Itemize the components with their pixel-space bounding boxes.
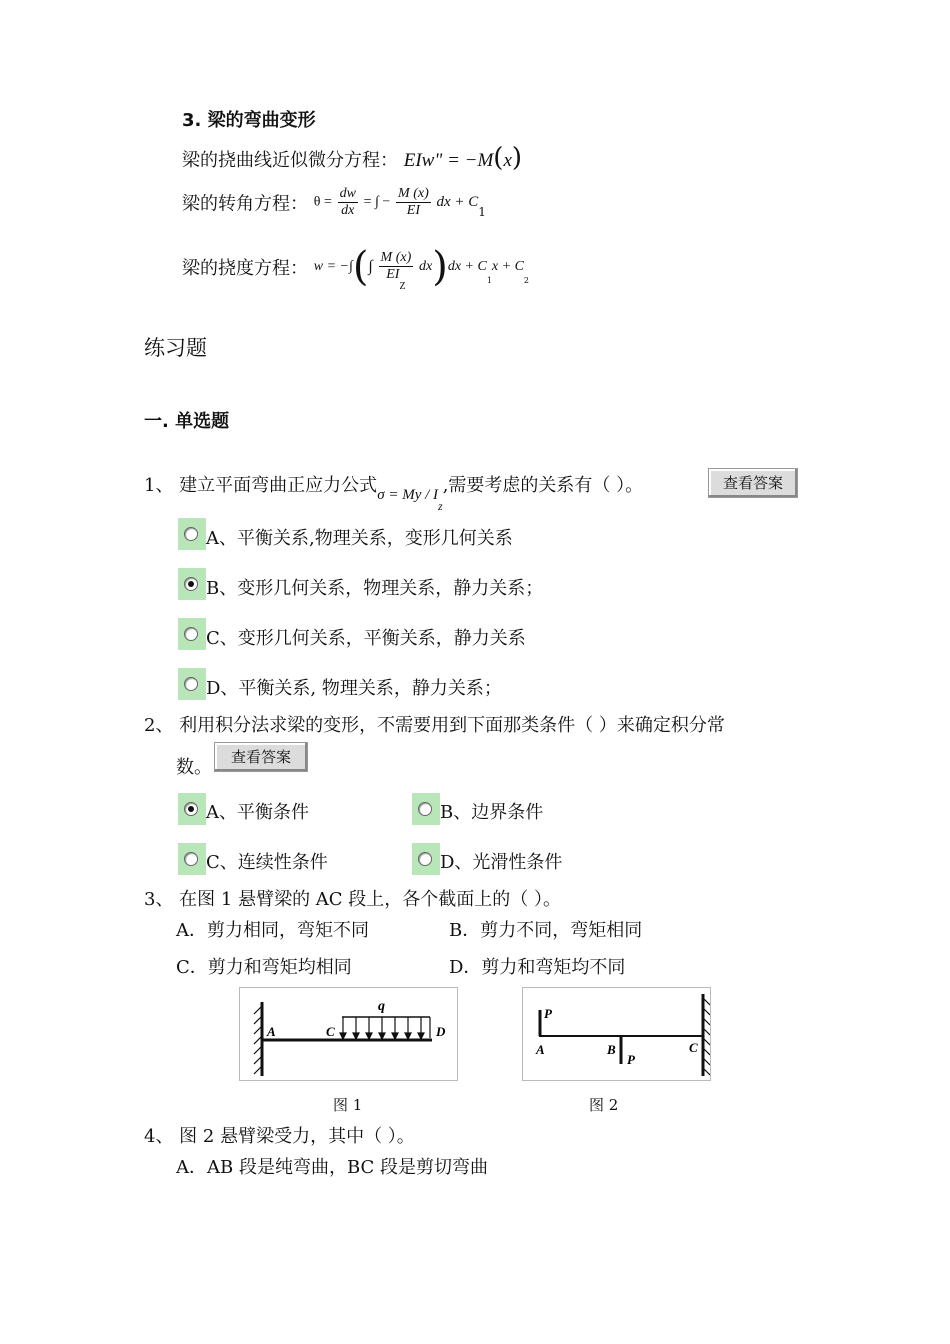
- c2-subscript: 2: [523, 275, 529, 285]
- q1-option-c-label: C、变形几何关系，平衡关系，静力关系: [206, 628, 526, 649]
- q3-option-c: C．剪力和弯矩均相同: [176, 957, 352, 978]
- fraction-numerator: M (x): [398, 186, 429, 201]
- figure-1-cantilever-diagram: [240, 988, 457, 1080]
- q1-option-b-label: B、变形几何关系，物理关系，静力关系；: [206, 578, 544, 599]
- fraction-numerator: M (x): [380, 249, 412, 265]
- figure-2-cantilever-diagram: [523, 988, 710, 1080]
- m-over-ei-fraction: [396, 186, 431, 219]
- question-2-stem: 2、 利用积分法求梁的变形，不需要用到下面那类条件（ ）来确定积分常: [144, 715, 725, 736]
- ei-subscript: Z: [399, 281, 406, 293]
- figure-1-caption: 图 1: [333, 1096, 363, 1114]
- exercises-title: 练习题: [144, 336, 207, 360]
- q2-option-c-label: C、连续性条件: [206, 852, 328, 873]
- question-1-prefix: 1、 建立平面弯曲正应力公式: [144, 475, 378, 496]
- theta-symbol: θ =: [313, 194, 332, 210]
- q2-option-b-radio[interactable]: [412, 793, 440, 825]
- q1-option-b-radio[interactable]: [178, 568, 206, 600]
- fraction-denominator: EI: [386, 266, 400, 282]
- q2-option-d-radio[interactable]: [412, 843, 440, 875]
- q2-option-a-label: A、平衡条件: [206, 802, 309, 823]
- q2-option-a-radio[interactable]: [178, 793, 206, 825]
- inner-dx: dx: [418, 259, 433, 274]
- q2-option-d-label: D、光滑性条件: [440, 852, 563, 873]
- question-1-stem: [144, 471, 644, 513]
- single-choice-title: 一. 单选题: [144, 411, 230, 432]
- fraction-numerator: dw: [339, 186, 356, 201]
- integral-sign: ∫: [368, 258, 373, 275]
- fig2-label-b: B: [607, 1042, 616, 1057]
- rotation-eq-tail: dx + C: [436, 194, 479, 210]
- fig2-label-p-top: P: [544, 1006, 552, 1021]
- q2-show-answer-button[interactable]: 查看答案: [214, 742, 308, 772]
- fig2-label-a: A: [536, 1042, 545, 1057]
- fig1-label-d: D: [436, 1024, 446, 1039]
- deflection-diff-eq: 梁的挠曲线近似微分方程： EIw" = −M(x): [182, 143, 523, 173]
- question-2-stem-cont: 数。: [176, 757, 212, 778]
- q2-option-b-label: B、边界条件: [440, 802, 544, 823]
- integral-sign: = ∫ −: [363, 194, 391, 210]
- fraction-denominator: EI: [406, 203, 420, 218]
- fig1-label-q: q: [378, 999, 385, 1014]
- rotation-eq-label: 梁的转角方程：: [182, 193, 308, 215]
- deflection-diff-eq-arg: x: [503, 150, 512, 171]
- q1-option-d-label: D、平衡关系, 物理关系，静力关系；: [206, 678, 502, 699]
- fig2-label-p-bottom: P: [627, 1052, 635, 1067]
- deflection-eq: 梁的挠度方程： w = −∫(∫ $\frac{M (x)}{EI_Z}$ $dx)dx + C_1x + C_2$: [182, 244, 529, 293]
- q1-option-a-label: A、平衡关系,物理关系，变形几何关系: [206, 528, 513, 549]
- dw-dx-fraction: [338, 186, 358, 219]
- figure-2: [522, 987, 711, 1081]
- figure-2-caption: 图 2: [589, 1096, 619, 1114]
- deflection-w: w = −∫: [313, 259, 353, 274]
- deflection-diff-eq-formula: EIw" = −M: [403, 150, 494, 171]
- m-over-eiz-fraction: [379, 249, 414, 293]
- q1-show-answer-button[interactable]: 查看答案: [708, 468, 798, 498]
- question-4-stem: 4、 图 2 悬臂梁受力，其中（ ）。: [144, 1126, 415, 1147]
- stress-formula: σ = My / I: [377, 487, 439, 503]
- deflection-diff-eq-label: 梁的挠曲线近似微分方程：: [182, 150, 398, 171]
- deflection-eq-tail1: dx + C: [447, 259, 487, 274]
- section-heading: 3. 梁的弯曲变形: [182, 110, 316, 131]
- fig1-label-c: C: [326, 1024, 335, 1039]
- question-1-suffix: ,需要考虑的关系有（ ）。: [442, 475, 644, 496]
- c1-subscript: 1: [486, 275, 492, 285]
- figure-1: [239, 987, 458, 1081]
- stress-formula-subscript: z: [438, 498, 443, 513]
- fig2-label-c: C: [689, 1040, 698, 1055]
- q3-option-a: A．剪力相同，弯矩不同: [176, 920, 369, 941]
- question-3-stem: 3、 在图 1 悬臂梁的 AC 段上，各个截面上的（ ）。: [144, 889, 562, 910]
- constant-subscript: 1: [478, 205, 486, 220]
- q1-option-c-radio[interactable]: [178, 618, 206, 650]
- fraction-denominator: dx: [341, 203, 355, 218]
- q1-option-d-radio[interactable]: [178, 668, 206, 700]
- rotation-eq: [182, 186, 486, 219]
- q2-option-c-radio[interactable]: [178, 843, 206, 875]
- q3-option-d: D．剪力和弯矩均不同: [449, 957, 626, 978]
- q3-option-b: B．剪力不同，弯矩相同: [449, 920, 643, 941]
- q1-option-a-radio[interactable]: [178, 518, 206, 550]
- deflection-eq-tail2: x + C: [491, 259, 524, 274]
- fig1-label-a: A: [267, 1024, 276, 1039]
- deflection-eq-label: 梁的挠度方程：: [182, 258, 308, 279]
- q4-option-a: A．AB 段是纯弯曲，BC 段是剪切弯曲: [176, 1157, 489, 1178]
